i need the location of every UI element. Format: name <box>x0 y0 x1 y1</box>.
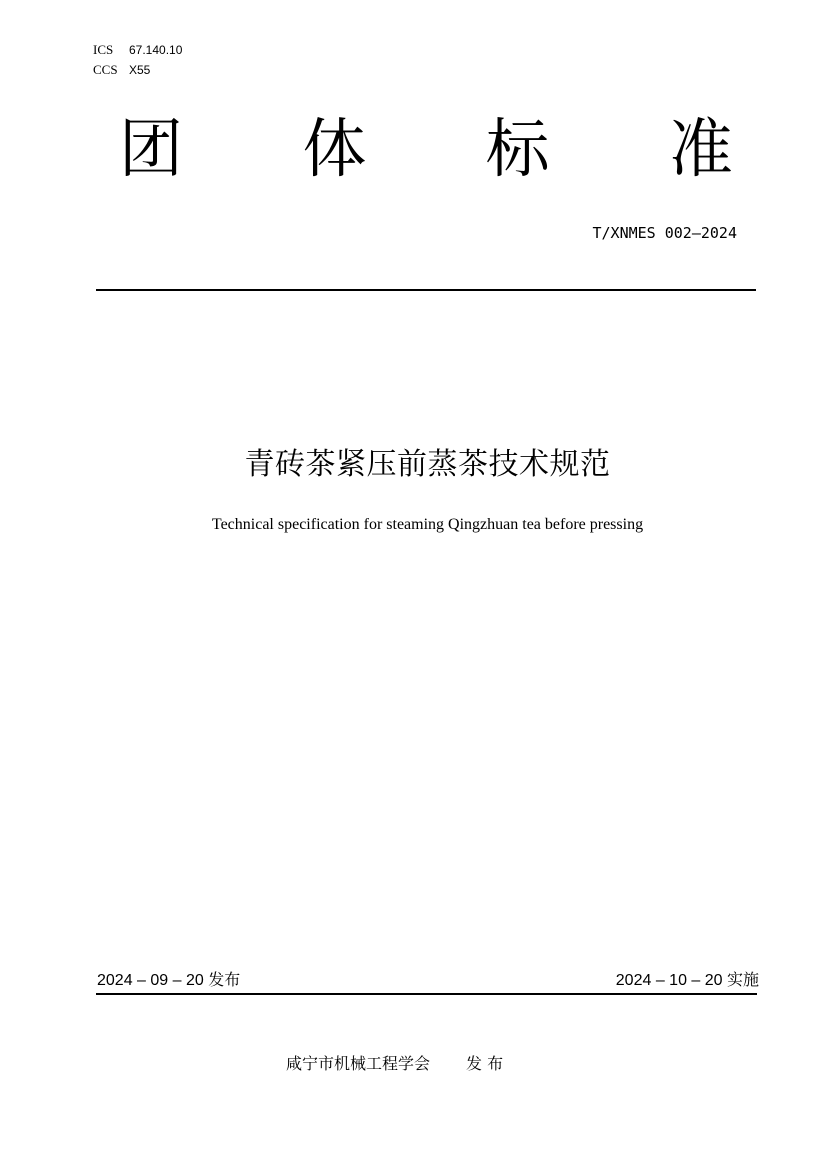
ccs-row <box>93 60 182 80</box>
ics-label: ICS <box>93 42 114 57</box>
standard-type-heading <box>96 110 756 190</box>
ccs-value: X55 <box>129 63 151 77</box>
publisher-name: 咸宁市机械工程学会 <box>286 1054 431 1073</box>
standard-type-char-1: 团 <box>119 113 183 187</box>
standard-type-char-2: 体 <box>302 113 367 187</box>
implementation-date: 2024 – 10 – 20 实施 <box>615 972 759 989</box>
top-divider <box>96 289 756 291</box>
ics-row <box>93 40 182 60</box>
ics-value: 67.140.10 <box>129 43 183 57</box>
publisher-action: 发 布 <box>466 1054 504 1073</box>
issue-date: 2024 – 09 – 20 发布 <box>97 972 241 989</box>
document-title-en: Technical specification for steaming Qingzhuan tea before pressing <box>211 516 644 533</box>
publisher-line <box>286 1052 503 1076</box>
standard-type-char-3: 标 <box>485 113 550 187</box>
ccs-label: CCS <box>93 62 118 77</box>
document-title-zh: 青砖茶紧压前蒸茶技术规范 <box>244 447 611 482</box>
standard-type-char-4: 准 <box>668 113 733 187</box>
standard-code: T/XNMES 002—2024 <box>592 224 737 242</box>
classification-block <box>93 40 182 80</box>
bottom-divider <box>96 993 757 995</box>
